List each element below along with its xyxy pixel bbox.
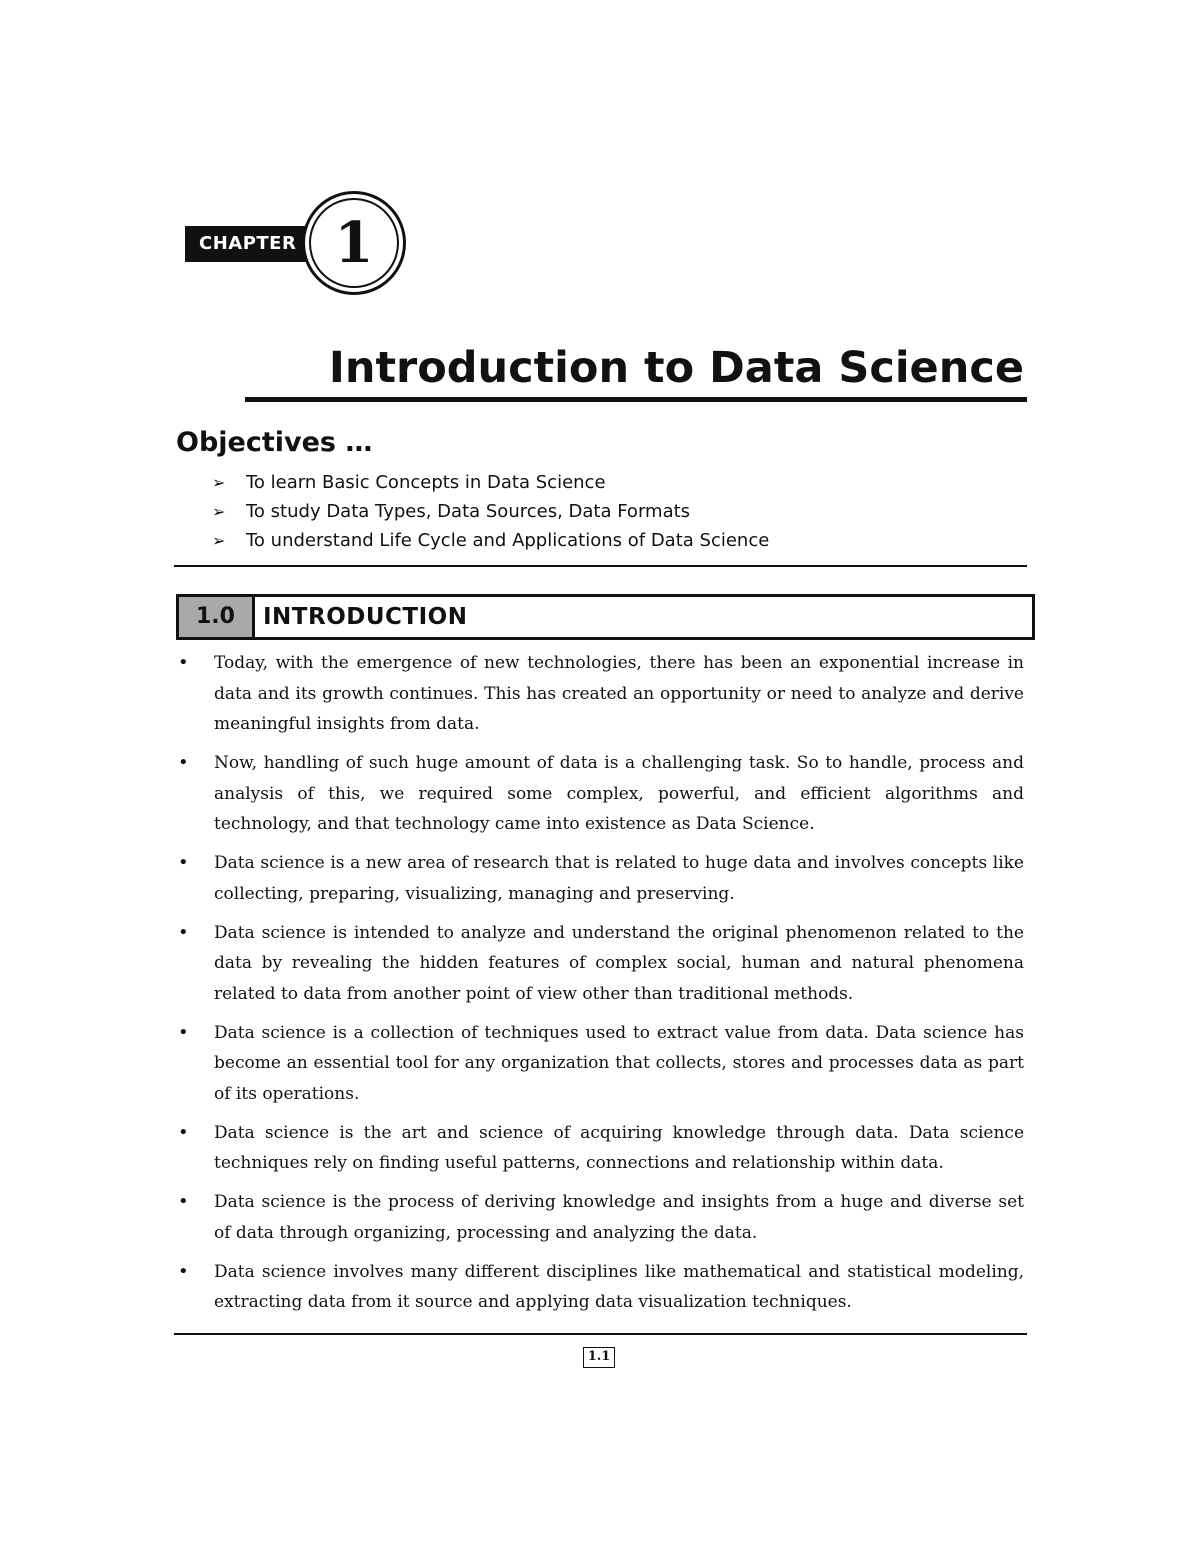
section-number: 1.0 [179, 597, 255, 637]
arrowhead-icon: ➢ [212, 473, 226, 492]
bullet-dot-icon: • [178, 921, 189, 943]
objective-item [212, 468, 769, 497]
arrowhead-icon: ➢ [212, 531, 226, 550]
objective-text: To learn Basic Concepts in Data Science [246, 472, 606, 493]
bullet-dot-icon: • [178, 1121, 189, 1143]
bullet-text: Data science is a new area of research that is related to huge data and involves concepts like collecting, preparing, visualizing, managing and preserving. [214, 853, 1024, 904]
footer-divider [174, 1333, 1027, 1335]
chapter-number: 1 [334, 210, 374, 276]
bullet-dot-icon: • [178, 652, 189, 673]
objective-text: To study Data Types, Data Sources, Data Formats [246, 501, 691, 522]
bullet-item [176, 648, 1024, 740]
bullet-text: Data science is a collection of techniques used to extract value from data. Data science has become an essential tool for any organization that collects, stores and processes data as part of its operations. [214, 1022, 1024, 1104]
bullet-item [176, 1018, 1024, 1110]
bullet-dot-icon: • [178, 1021, 189, 1043]
section-heading [176, 594, 1035, 640]
chapter-title: Introduction to Data Science [328, 343, 1024, 393]
bullet-item [176, 918, 1024, 1010]
bullet-text: Data science is the process of deriving knowledge and insights from a huge and diverse set of data through organizing, processing and analyzing the data. [214, 1192, 1024, 1243]
section-title: INTRODUCTION [263, 604, 468, 630]
bullet-item [176, 748, 1024, 840]
objective-item [212, 497, 769, 526]
bullet-item [176, 1257, 1024, 1318]
bullet-item [176, 1118, 1024, 1179]
bullet-dot-icon: • [178, 1260, 189, 1282]
arrowhead-icon: ➢ [212, 502, 226, 521]
bullet-text: Today, with the emergence of new technologies, there has been an exponential increase in data and its growth continues. This has created an opportunity or need to analyze and derive meaningful insights from data. [214, 653, 1024, 734]
bullet-text: Data science involves many different disciplines like mathematical and statistical modeling, extracting data from it source and applying data visualization techniques. [214, 1261, 1024, 1312]
bullet-text: Now, handling of such huge amount of data is a challenging task. So to handle, process and analysis of this, we required some complex, powerful, and efficient algorithms and technology, and that technology came into existence as Data Science. [214, 753, 1024, 834]
objectives-list [212, 468, 769, 555]
bullet-text: Data science is intended to analyze and understand the original phenomenon related to the data by revealing the hidden features of complex social, human and natural phenomena related to data from another point of view other than traditional methods. [214, 922, 1024, 1004]
objectives-divider [174, 565, 1027, 567]
bullet-text: Data science is the art and science of acquiring knowledge through data. Data science techniques rely on finding useful patterns, connections and relationship within data. [214, 1122, 1024, 1173]
bullet-dot-icon: • [178, 752, 189, 773]
objective-text: To understand Life Cycle and Applications of Data Science [246, 530, 770, 551]
objective-item [212, 526, 769, 555]
bullet-item [176, 1187, 1024, 1248]
page-number: 1.1 [583, 1347, 615, 1368]
title-underline [245, 397, 1027, 402]
chapter-label: CHAPTER [185, 226, 310, 262]
objectives-heading: Objectives … [176, 427, 373, 458]
bullet-dot-icon: • [178, 852, 189, 873]
bullet-dot-icon: • [178, 1191, 189, 1212]
bullet-item [176, 848, 1024, 909]
introduction-bullet-list [176, 648, 1024, 1326]
